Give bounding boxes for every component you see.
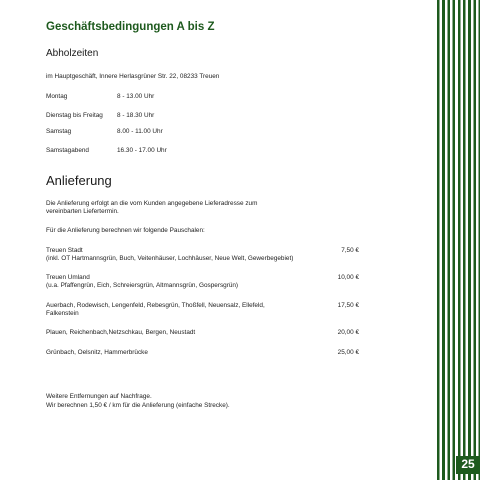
delivery-heading: Anlieferung (46, 173, 112, 188)
hours-time: 8.00 - 11.00 Uhr (117, 128, 163, 135)
page-title: Geschäftsbedingungen A bis Z (46, 21, 215, 33)
rate-row (46, 302, 359, 319)
rate-price: 17,50 € (337, 302, 359, 309)
page-number: 25 (461, 457, 475, 471)
hours-day: Dienstag bis Freitag (46, 112, 103, 119)
rate-area-line1: Auerbach, Rodewisch, Lengenfeld, Rebesgrün, Thoßfell, Neuensalz, Ellefeld, (46, 302, 265, 309)
rate-area-line1: Grünbach, Oelsnitz, Hammerbrücke (46, 349, 148, 356)
footer-line1: Weitere Entfernungen auf Nachfrage. (46, 393, 152, 400)
rate-area-line1: Treuen Umland (46, 274, 90, 281)
rate-price: 25,00 € (337, 349, 359, 356)
delivery-intro-line2: vereinbarten Liefertermin. (46, 208, 119, 215)
hours-time: 8 - 13.00 Uhr (117, 93, 155, 100)
pickup-address: im Hauptgeschäft, Innere Herlasgrüner Str. 22, 08233 Treuen (46, 73, 220, 80)
page-number-badge (456, 456, 480, 474)
rate-price: 7,50 € (341, 247, 359, 254)
footer-line2: Wir berechnen 1,50 € / km für die Anlieferung (einfache Strecke). (46, 402, 230, 409)
hours-time: 16.30 - 17.00 Uhr (117, 147, 167, 154)
pickup-heading: Abholzeiten (46, 48, 99, 59)
hours-day: Montag (46, 93, 68, 100)
hours-day: Samstagabend (46, 147, 89, 154)
rate-price: 20,00 € (337, 329, 359, 336)
rate-price: 10,00 € (337, 274, 359, 281)
rate-area-line2: Falkenstein (46, 310, 79, 318)
rate-area-line2: (inkl. OT Hartmannsgrün, Buch, Veitenhäuser, Lochhäuser, Neue Welt, Gewerbegebiet) (46, 255, 294, 263)
page-content (46, 0, 426, 480)
rate-area-line2: (u.a. Pfaffengrün, Eich, Schreiersgrün, Altmannsgrün, Gospersgrün) (46, 282, 239, 290)
hours-day: Samstag (46, 128, 72, 135)
hours-time: 8 - 18.30 Uhr (117, 112, 155, 119)
rate-row (46, 329, 359, 337)
decorative-stripes (437, 0, 480, 480)
rate-row (46, 349, 359, 357)
rate-area-line1: Treuen Stadt (46, 247, 83, 254)
delivery-intro-line1: Die Anlieferung erfolgt an die vom Kunden angegebene Lieferadresse zum (46, 200, 258, 207)
rate-area-line1: Plauen, Reichenbach,Netzschkau, Bergen, Neustadt (46, 329, 196, 336)
rate-row (46, 274, 359, 291)
rate-row (46, 247, 359, 264)
rates-intro: Für die Anlieferung berechnen wir folgende Pauschalen: (46, 227, 205, 234)
